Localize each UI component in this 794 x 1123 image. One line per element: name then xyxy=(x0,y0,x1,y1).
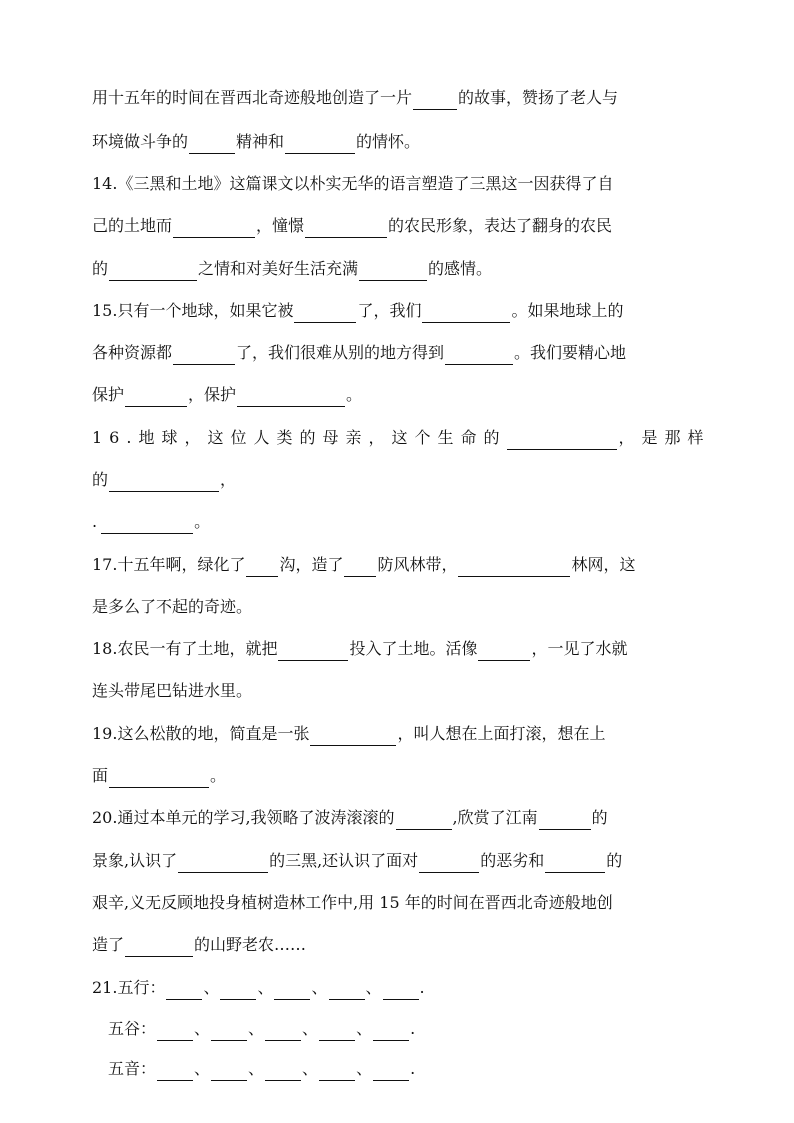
q18-text: 连头带尾巴钻进水里。 xyxy=(92,681,253,700)
q21-sep: 、 xyxy=(365,978,382,997)
q16-text: 16.地球，这位人类的母亲，这个生命的 xyxy=(92,428,507,447)
q16-text: ，是那样 xyxy=(618,428,711,447)
q14-text: 的农民形象，表达了翻身的农民 xyxy=(388,216,613,235)
q15-blank-3[interactable] xyxy=(173,346,235,365)
q15-text: 。我们要精心地 xyxy=(514,343,627,362)
q21-wuxing-blank-3[interactable] xyxy=(274,981,310,1000)
q15-blank-1[interactable] xyxy=(294,304,356,323)
q21-wugu-blank-1[interactable] xyxy=(157,1022,193,1041)
q20-text: 的恶劣和 xyxy=(480,851,545,870)
q21-sep: 、 xyxy=(248,1019,265,1038)
q18-blank-1[interactable] xyxy=(278,642,348,661)
q19-text: 。 xyxy=(210,766,227,785)
q20-text: 的三黑,还认识了面对 xyxy=(269,851,419,870)
q14-text: 14.《三黑和土地》这篇课文以朴实无华的语言塑造了三黑这一因获得了自 xyxy=(92,174,614,193)
q14-text: 的感情。 xyxy=(428,259,493,278)
q19-line-2 xyxy=(92,764,712,788)
q20-text: ,欣赏了江南 xyxy=(452,808,538,827)
q21-end: . xyxy=(410,1059,416,1078)
q15-text: 了，我们很难从别的地方得到 xyxy=(236,343,445,362)
q17-text: 是多么了不起的奇迹。 xyxy=(92,597,253,616)
q15-text: 15.只有一个地球，如果它被 xyxy=(92,301,294,320)
q21-sep: 、 xyxy=(194,1059,211,1078)
q21-wuyin-label: 五音： xyxy=(108,1059,157,1078)
q16-line-1 xyxy=(92,426,712,450)
q17-text: 17.十五年啊，绿化了 xyxy=(92,555,246,574)
q14-text: 的 xyxy=(92,259,109,278)
q21-wuxing-blank-2[interactable] xyxy=(220,981,256,1000)
q14-blank-3[interactable] xyxy=(109,262,197,281)
q18-text: 18.农民一有了土地，就把 xyxy=(92,639,278,658)
q14-line-1 xyxy=(92,172,712,196)
q21-sep: 、 xyxy=(356,1019,373,1038)
q21-wuyin-line xyxy=(108,1057,728,1081)
q20-blank-2[interactable] xyxy=(539,811,591,830)
q21-wuyin-blank-1[interactable] xyxy=(157,1062,193,1081)
q16-text: 。 xyxy=(194,512,211,531)
q21-sep: 、 xyxy=(302,1059,319,1078)
q15-blank-4[interactable] xyxy=(445,346,513,365)
q20-text: 景象,认识了 xyxy=(92,851,178,870)
q16-text: 的 xyxy=(92,470,109,489)
q21-wugu-blank-2[interactable] xyxy=(211,1022,247,1041)
q18-blank-2[interactable] xyxy=(478,642,530,661)
q15-text: 。如果地球上的 xyxy=(511,301,624,320)
q20-blank-5[interactable] xyxy=(545,854,605,873)
q21-wugu-blank-5[interactable] xyxy=(373,1022,409,1041)
q21-sep: 、 xyxy=(356,1059,373,1078)
q21-wuxing-blank-1[interactable] xyxy=(166,981,202,1000)
q15-line-1 xyxy=(92,299,712,323)
q21-wuyin-blank-4[interactable] xyxy=(319,1062,355,1081)
q20-text: 20.通过本单元的学习,我领略了波涛滚滚的 xyxy=(92,808,395,827)
q21-wuxing-line xyxy=(92,976,712,1000)
q19-text: 19.这么松散的地，简直是一张 xyxy=(92,724,310,743)
q16-line-2 xyxy=(92,468,712,492)
q19-text: ，叫人想在上面打滚，想在上 xyxy=(397,724,606,743)
q13-text: 用十五年的时间在晋西北奇迹般地创造了一片 xyxy=(92,88,413,107)
q13-text: 的故事，赞扬了老人与 xyxy=(458,88,619,107)
q20-blank-1[interactable] xyxy=(396,811,452,830)
q17-line-1 xyxy=(92,553,712,577)
q14-blank-4[interactable] xyxy=(359,262,427,281)
q20-blank-3[interactable] xyxy=(178,854,268,873)
q15-text: 保护 xyxy=(92,385,125,404)
q15-line-3 xyxy=(92,383,712,407)
q21-wuxing-blank-5[interactable] xyxy=(383,981,419,1000)
q17-text: 林网，这 xyxy=(571,555,636,574)
q21-wugu-line xyxy=(108,1017,728,1041)
q15-blank-6[interactable] xyxy=(237,388,345,407)
q19-blank-2[interactable] xyxy=(109,769,209,788)
q13-text: 环境做斗争的 xyxy=(92,132,189,151)
q17-line-2 xyxy=(92,595,712,619)
q15-text: 了，我们 xyxy=(357,301,422,320)
q14-line-3 xyxy=(92,257,712,281)
q21-sep: 、 xyxy=(302,1019,319,1038)
q20-text: 的山野老农…… xyxy=(194,935,307,954)
q20-text: 艰辛,义无反顾地投身植树造林工作中,用 15 年的时间在晋西北奇迹般地创 xyxy=(92,893,613,912)
q21-sep: 、 xyxy=(203,978,220,997)
q13-blank-3[interactable] xyxy=(285,135,355,154)
q16-line-3 xyxy=(92,510,712,534)
q18-text: ，一见了水就 xyxy=(531,639,628,658)
q21-end: . xyxy=(419,978,425,997)
q14-line-2 xyxy=(92,214,712,238)
q18-text: 投入了土地。活像 xyxy=(349,639,478,658)
q15-text: ，保护 xyxy=(188,385,237,404)
q15-blank-5[interactable] xyxy=(125,388,187,407)
q13-line-1 xyxy=(92,86,712,110)
q20-blank-4[interactable] xyxy=(419,854,479,873)
q21-sep: 、 xyxy=(311,978,328,997)
q13-line-2 xyxy=(92,130,712,154)
q15-blank-2[interactable] xyxy=(422,304,510,323)
q18-line-2 xyxy=(92,679,712,703)
q17-blank-3[interactable] xyxy=(458,558,570,577)
q21-sep: 、 xyxy=(194,1019,211,1038)
q20-blank-6[interactable] xyxy=(125,938,193,957)
q13-text: 精神和 xyxy=(236,132,285,151)
q14-text: 之情和对美好生活充满 xyxy=(198,259,359,278)
q20-text: 的 xyxy=(591,808,608,827)
q17-text: 防风林带， xyxy=(377,555,458,574)
q21-sep: 、 xyxy=(257,978,274,997)
q14-text: 己的土地而 xyxy=(92,216,173,235)
q16-blank-2[interactable] xyxy=(109,473,219,492)
q20-text: 的 xyxy=(606,851,623,870)
q18-line-1 xyxy=(92,637,712,661)
q17-blank-2[interactable] xyxy=(344,558,376,577)
q21-wugu-blank-4[interactable] xyxy=(319,1022,355,1041)
q15-text: 。 xyxy=(346,385,363,404)
q19-text: 面 xyxy=(92,766,109,785)
q16-text: ， xyxy=(220,470,237,489)
q14-blank-2[interactable] xyxy=(305,219,387,238)
q21-wuyin-blank-2[interactable] xyxy=(211,1062,247,1081)
q15-line-2 xyxy=(92,341,712,365)
q20-line-3 xyxy=(92,891,712,915)
q13-blank-2[interactable] xyxy=(189,135,235,154)
q16-blank-3[interactable] xyxy=(101,515,193,534)
q21-sep: 、 xyxy=(248,1059,265,1078)
q14-blank-1[interactable] xyxy=(173,219,255,238)
q13-blank-1[interactable] xyxy=(413,91,457,110)
q21-wuyin-blank-3[interactable] xyxy=(265,1062,301,1081)
q20-text: 造了 xyxy=(92,935,125,954)
q16-text: . xyxy=(92,512,98,531)
q21-wuxing-blank-4[interactable] xyxy=(329,981,365,1000)
q15-text: 各种资源都 xyxy=(92,343,173,362)
q14-text: ，憧憬 xyxy=(256,216,305,235)
q20-line-4 xyxy=(92,933,712,957)
q19-blank-1[interactable] xyxy=(310,727,396,746)
q20-line-2 xyxy=(92,849,712,873)
q21-wugu-label: 五谷： xyxy=(108,1019,157,1038)
q21-wugu-blank-3[interactable] xyxy=(265,1022,301,1041)
q16-blank-1[interactable] xyxy=(507,431,617,450)
q19-line-1 xyxy=(92,722,712,746)
q17-text: 沟，造了 xyxy=(279,555,344,574)
q20-line-1 xyxy=(92,806,712,830)
q13-text: 的情怀。 xyxy=(356,132,421,151)
q21-wuyin-blank-5[interactable] xyxy=(373,1062,409,1081)
q21-wuxing-label: 21.五行： xyxy=(92,978,166,997)
q17-blank-1[interactable] xyxy=(246,558,278,577)
q21-end: . xyxy=(410,1019,416,1038)
